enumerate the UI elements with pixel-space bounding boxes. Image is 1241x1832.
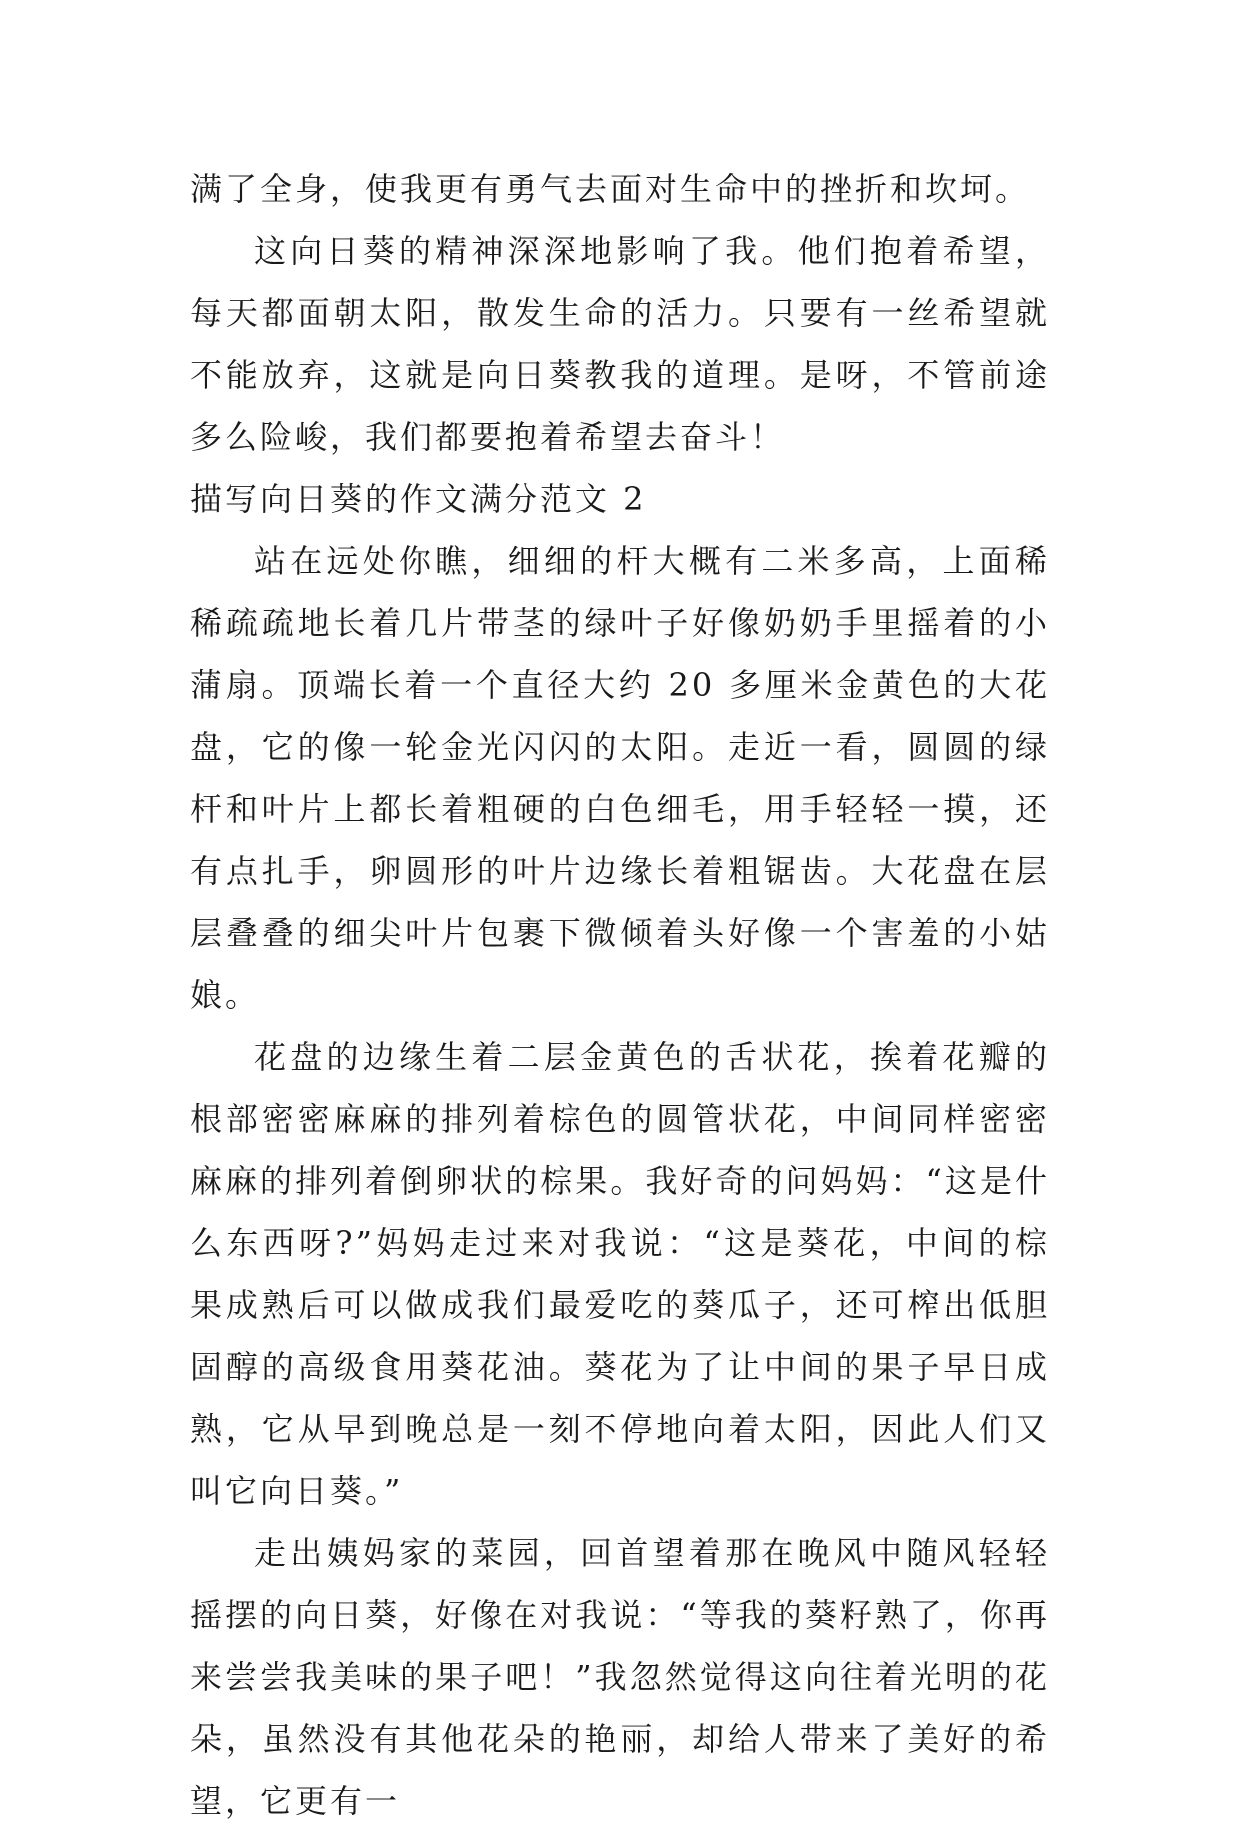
- paragraph-flower-disc: 花盘的边缘生着二层金黄色的舌状花，挨着花瓣的根部密密麻麻的排列着棕色的圆管状花，中间同样密密麻麻的排列着倒卵状的棕果。我好奇的问妈妈：“这是什么东西呀?”妈妈走过来对我说：“这是葵花，中间的棕果成熟后可以做成我们最爱吃的葵瓜子，还可榨出低胆固醇的高级食用葵花油。葵花为了让中间的果子早日成熟，它从早到晚总是一刻不停地向着太阳，因此人们又叫它向日葵。”: [190, 1038, 1050, 1510]
- section-heading: 描写向日葵的作文满分范文 2: [190, 480, 647, 518]
- paragraph-continuation: 满了全身，使我更有勇气去面对生命中的挫折和坎坷。: [190, 170, 1031, 208]
- paragraph-sunflower-spirit: 这向日葵的精神深深地影响了我。他们抱着希望，每天都面朝太阳，散发生命的活力。只要有一丝希望就不能放弃，这就是向日葵教我的道理。是呀，不管前途多么险峻，我们都要抱着希望去奋斗！: [190, 232, 1050, 456]
- document-body: [190, 158, 1050, 1832]
- paragraph-leaving-garden: 走出姨妈家的菜园，回首望着那在晚风中随风轻轻摇摆的向日葵，好像在对我说：“等我的葵籽熟了，你再来尝尝我美味的果子吧！”我忽然觉得这向往着光明的花朵，虽然没有其他花朵的艳丽，却给人带来了美好的希望，它更有一: [190, 1534, 1050, 1820]
- paragraph-sunflower-appearance: 站在远处你瞧，细细的杆大概有二米多高，上面稀稀疏疏地长着几片带茎的绿叶子好像奶奶手里摇着的小蒲扇。顶端长着一个直径大约 20 多厘米金黄色的大花盘，它的像一轮金光闪闪的太阳。走近一看，圆圆的绿杆和叶片上都长着粗硬的白色细毛，用手轻轻一摸，还有点扎手，卵圆形的叶片边缘长着粗锯齿。大花盘在层层叠叠的细尖叶片包裹下微倾着头好像一个害羞的小姑娘。: [190, 542, 1050, 1014]
